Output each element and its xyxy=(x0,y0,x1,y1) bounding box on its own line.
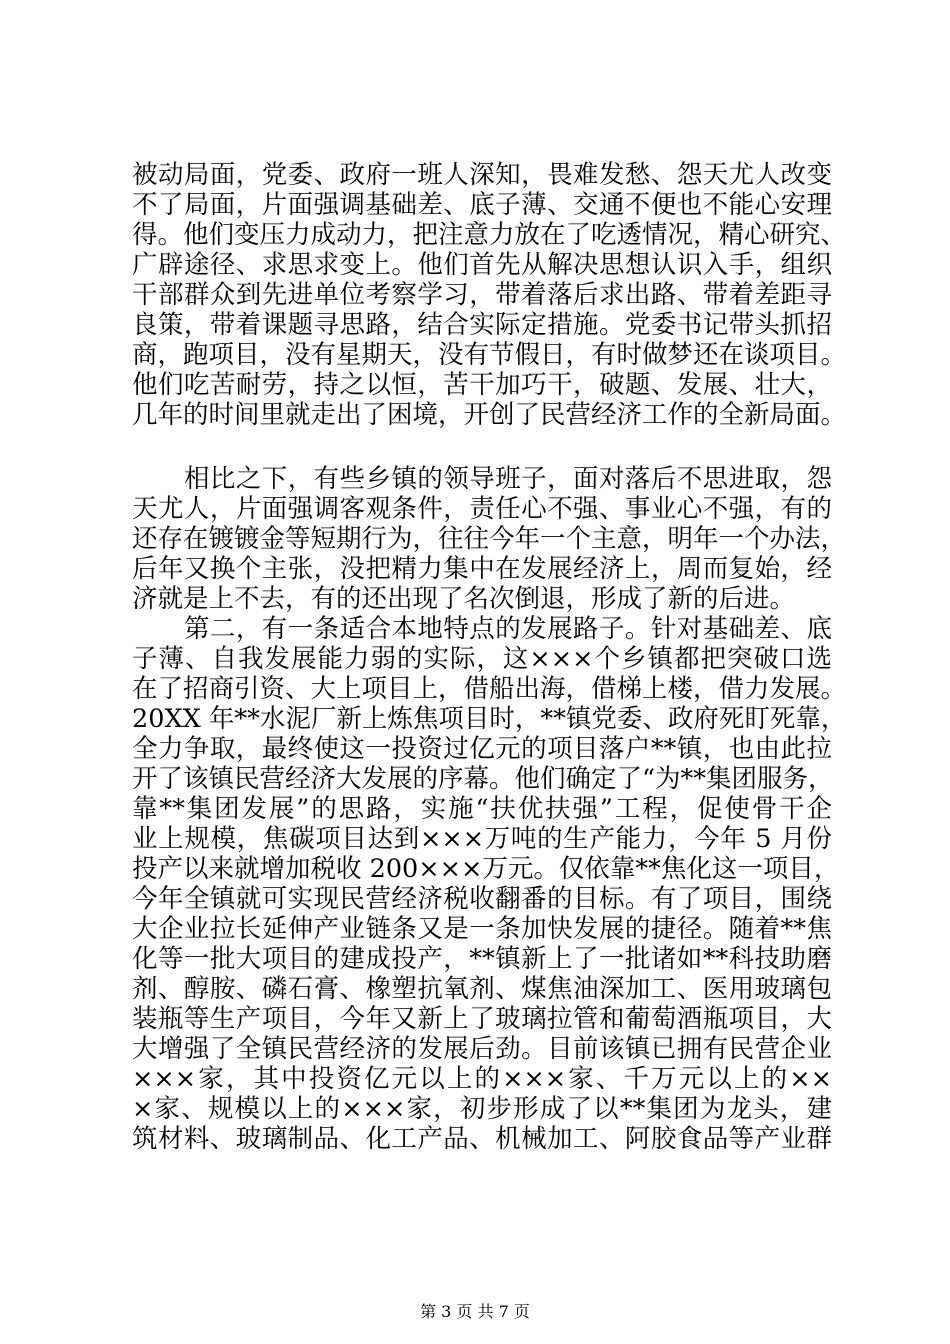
text-line: 业上规模，焦碳项目达到×××万吨的生产能力，今年 5 月份 xyxy=(132,824,832,854)
text-line: 几年的时间里就走出了困境，开创了民营经济工作的全新局面。 xyxy=(132,400,847,430)
text-line: 不了局面，片面强调基础差、底子薄、交通不便也不能心安理 xyxy=(132,190,832,220)
text-line: 筑材料、玻璃制品、化工产品、机械加工、阿胶食品等产业群 xyxy=(132,1124,832,1154)
text-line: 得。他们变压力成动力，把注意力放在了吃透情况，精心研究、 xyxy=(132,220,847,250)
text-line: 相比之下，有些乡镇的领导班子，面对落后不思进取，怨 xyxy=(184,464,832,494)
text-line: 子薄、自我发展能力弱的实际，这×××个乡镇都把突破口选 xyxy=(132,644,832,674)
text-line: 他们吃苦耐劳，持之以恒，苦干加巧干，破题、发展、壮大， xyxy=(132,370,832,400)
text-line: 良策，带着课题寻思路，结合实际定措施。党委书记带头抓招 xyxy=(132,310,832,340)
text-line: 大增强了全镇民营经济的发展后劲。目前该镇已拥有民营企业 xyxy=(132,1034,832,1064)
text-line: 干部群众到先进单位考察学习，带着落后求出路、带着差距寻 xyxy=(132,280,832,310)
text-line: 化等一批大项目的建成投产，**镇新上了一批诸如**科技助磨 xyxy=(132,944,832,974)
text-line: 投产以来就增加税收 200×××万元。仅依靠**焦化这一项目， xyxy=(132,854,840,884)
text-line: 济就是上不去，有的还出现了名次倒退，形成了新的后进。 xyxy=(132,584,796,614)
text-line: 全力争取，最终使这一投资过亿元的项目落户**镇，也由此拉 xyxy=(132,734,832,764)
text-line: 还存在镀镀金等短期行为，往往今年一个主意，明年一个办法， xyxy=(132,524,847,554)
text-line: 在了招商引资、大上项目上，借船出海，借梯上楼，借力发展。 xyxy=(132,674,847,704)
text-line: 装瓶等生产项目，今年又新上了玻璃拉管和葡萄酒瓶项目，大 xyxy=(132,1004,832,1034)
text-line: 开了该镇民营经济大发展的序幕。他们确定了“为**集团服务， xyxy=(132,764,834,794)
text-line: ×××家，其中投资亿元以上的×××家、千万元以上的×× xyxy=(132,1064,832,1094)
paragraph-1 xyxy=(132,160,847,430)
page-footer: 第 3 页 共 7 页 xyxy=(420,1302,530,1321)
text-line: 第二，有一条适合本地特点的发展路子。针对基础差、底 xyxy=(184,614,832,644)
text-line: 广辟途径、求思求变上。他们首先从解决思想认识入手，组织 xyxy=(132,250,832,280)
text-line: ×家、规模以上的×××家，初步形成了以**集团为龙头，建 xyxy=(132,1094,832,1124)
text-line: 后年又换个主张，没把精力集中在发展经济上，周而复始，经 xyxy=(132,554,832,584)
text-line: 剂、醇胺、磷石膏、橡塑抗氧剂、煤焦油深加工、医用玻璃包 xyxy=(132,974,832,1004)
text-line: 商，跑项目，没有星期天，没有节假日，有时做梦还在谈项目。 xyxy=(132,340,847,370)
text-line: 靠**集团发展”的思路，实施“扶优扶强”工程，促使骨干企 xyxy=(132,794,832,824)
paragraph-gap xyxy=(132,430,832,464)
document-body xyxy=(132,160,847,1154)
text-line: 天尤人，片面强调客观条件，责任心不强、事业心不强，有的 xyxy=(132,494,832,524)
text-line: 被动局面，党委、政府一班人深知，畏难发愁、怨天尤人改变 xyxy=(132,160,832,190)
text-line: 20XX 年**水泥厂新上炼焦项目时，**镇党委、政府死盯死靠， xyxy=(132,704,847,734)
paragraph-2 xyxy=(132,464,847,614)
paragraph-3 xyxy=(132,614,847,1154)
text-line: 大企业拉长延伸产业链条又是一条加快发展的捷径。随着**焦 xyxy=(132,914,832,944)
text-line: 今年全镇就可实现民营经济税收翻番的目标。有了项目，围绕 xyxy=(132,884,832,914)
